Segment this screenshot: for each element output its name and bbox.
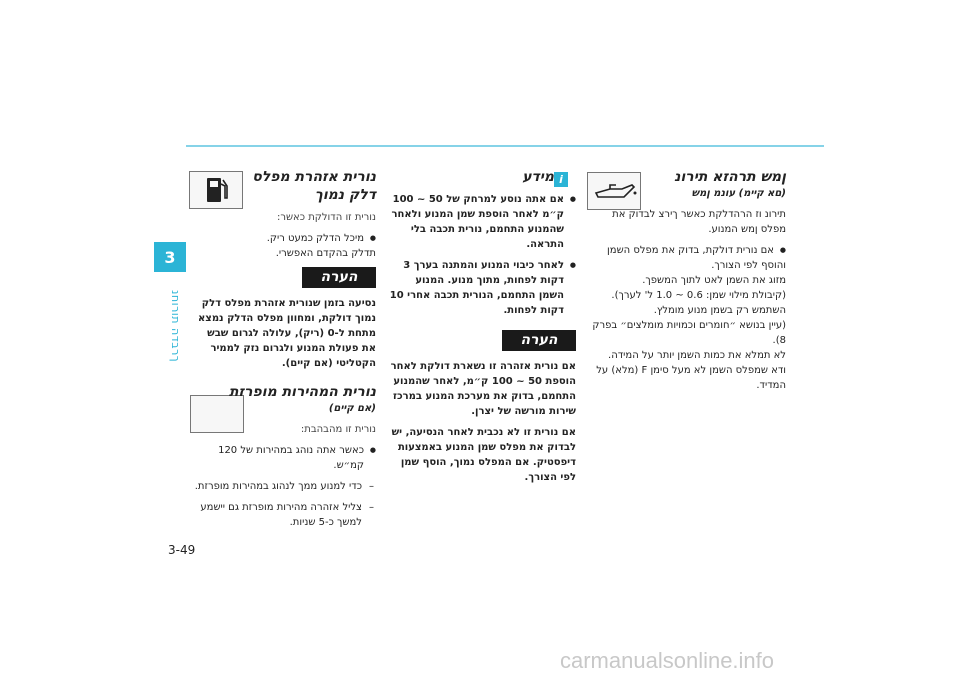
fuel-title-2: דלק נמוך <box>314 187 376 203</box>
fuel-title: נורית אזהרת מפלס <box>252 169 376 185</box>
warning-text-2: אם נורית זו לא נכבית לאחר הנסיעה, יש לבדוק את מפלס שמן המנוע באמצעות דיפסטיק. אם המפלס נמוך, הוסף שמן לפי הצורך. <box>391 427 576 483</box>
speed-subtitle: (אם קיים) <box>328 403 376 414</box>
info-icon: i <box>554 172 568 187</box>
chapter-number-badge: 3 <box>154 242 186 272</box>
speed-title: נורית המהירות מופרזת <box>228 384 376 400</box>
oil-line-5: השתמש רק בשמן מנוע מומלץ. <box>653 305 786 316</box>
info-column <box>388 168 576 485</box>
warning-text-1: אם נורית אזהרה זו נשארת דולקת לאחר הוספת 50 ~ 100 ק״מ, לאחר שהמנוע התחמם, בדוק את מערכת המנוע במרכז שירות מורשה של יצרן. <box>390 361 576 417</box>
watermark: carmanualsonline.info <box>560 648 775 673</box>
oil-line-6: (עיין בנושא ״חומרים וכמויות מומלצים״ בפרק 8). <box>592 320 786 346</box>
oil-subtitle: (םא קיימ) עונמ ןמש <box>691 188 786 199</box>
fuel-line-2: תדלק בהקדם האפשרי. <box>275 248 376 259</box>
info-bullet-1: ● אם אתה נוסע למרחק של 50 ~ 100 ק״מ לאחר הוספת שמן המנוע ולאחר שהמנוע התחמם, נורית תכבה בלי התראה. <box>388 192 576 252</box>
oil-bullet-1: ● אם נורית דולקת, בדוק את מפלס השמן <box>590 243 786 258</box>
oil-line-3: מזוג את השמן לאט לתוך המשפך. <box>642 275 786 286</box>
speed-bullet-1: ● כאשר אתה נוהג במהירות של 120 קמ״ש. <box>190 443 376 473</box>
warning-banner: הערה <box>502 330 576 351</box>
info-bullet-2: ● לאחר כיבוי המנוע והמתנה בערך 3 דקות לפחות, מתוך מנוע. המנוע השמן התחמם, הנורית תכבה אחרי 10 דקות לפחות. <box>388 258 576 318</box>
oil-line-4: (קיבולת מילוי שמן: 0.6 ~ 1.0 ל' לערך). <box>611 290 786 301</box>
page-number: 3-49 <box>168 543 196 557</box>
oil-line-7: לא תמלא את כמות השמן יותר על המידה. <box>608 350 786 361</box>
oil-intro: תירונ וז הרהדלקת כאשר ךירצ לבדוק את מפלס ןמש המנוע. <box>612 209 786 235</box>
speed-dash-1: – כדי למנוע ממך לנהוג במהירות מופרזת. <box>190 479 376 494</box>
fuel-label: נורית זו הדולקת כאשר: <box>276 212 376 223</box>
fuel-warning-text: נסיעה בזמן שנורית אזהרת מפלס דלק נמוך דולקת, ומחוון מפלס הדלק נמצא מתחת ל-0 (ריק), עלולה לגרום שבש את פעולת המנוע ולגרום נזק לממיר הקטליטי (אם קיים). <box>198 298 376 369</box>
oil-warning-column <box>590 168 786 393</box>
info-title: מידע <box>522 169 554 185</box>
chapter-side-label: ךרבדה תורוחנ <box>169 290 182 363</box>
speed-dash-2: – צליל אזהרה מהירות מופרזת גם יישמע למשך כ-5 שניות. <box>190 500 376 530</box>
fuel-bullet-1: ● מיכל הדלק כמעט ריק. <box>190 231 376 246</box>
fuel-speed-column <box>190 168 376 530</box>
top-rule <box>186 145 824 147</box>
fuel-warning-banner: הערה <box>302 267 376 288</box>
oil-title: ןמש תרהזא תירונ <box>674 169 786 185</box>
oil-line-8: ודא שמפלס השמן לא מעל סימן F (מלא) על המדיד. <box>596 365 786 391</box>
oil-line-2: והוסף לפי הצורך. <box>711 260 786 271</box>
speed-label: נורית זו מהבהבת: <box>300 424 376 435</box>
